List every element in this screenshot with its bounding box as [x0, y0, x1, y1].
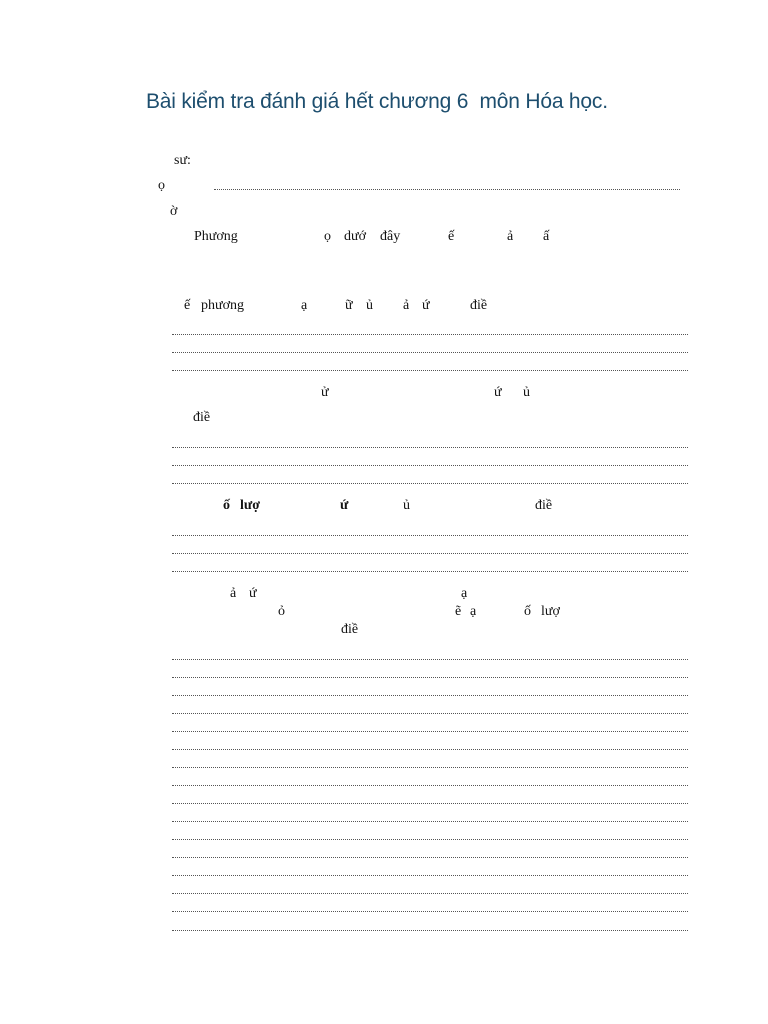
instruction-text: ế: [448, 229, 455, 244]
answer-line: [172, 785, 688, 786]
question-text: ạ: [301, 298, 308, 313]
answer-line: [172, 821, 688, 822]
question-text: ứ: [422, 298, 430, 313]
question-text: ỏ: [278, 604, 285, 619]
question-text: phương: [201, 298, 244, 313]
intro-text: sư:: [174, 153, 191, 168]
answer-line: [172, 483, 688, 484]
question-text: ử: [321, 385, 329, 400]
answer-line: [172, 447, 688, 448]
question-text: ủ: [403, 498, 410, 513]
question-text: lượ: [240, 498, 261, 513]
answer-line: [172, 370, 688, 371]
question-text: điề: [535, 498, 553, 513]
intro-text: ờ: [170, 204, 178, 219]
question-text: ứ: [340, 498, 349, 513]
instruction-text: ọ: [324, 229, 331, 244]
answer-line: [172, 571, 688, 572]
answer-line: [172, 857, 688, 858]
question-text: ả: [403, 298, 410, 313]
answer-line: [172, 803, 688, 804]
answer-line: [172, 659, 688, 660]
question-text: điề: [470, 298, 488, 313]
answer-line: [214, 189, 680, 190]
answer-line: [172, 695, 688, 696]
question-text: ủ: [523, 385, 530, 400]
answer-line: [172, 767, 688, 768]
question-text: ạ: [461, 586, 468, 601]
question-text: ẽ: [455, 604, 462, 619]
intro-text: ọ: [158, 178, 165, 193]
question-text: ả: [230, 586, 237, 601]
question-text: ế: [184, 298, 191, 313]
instruction-text: ấ: [543, 229, 550, 244]
answer-line: [172, 553, 688, 554]
instruction-text: ả: [507, 229, 514, 244]
answer-line: [172, 875, 688, 876]
question-text: ố: [524, 604, 531, 619]
answer-line: [172, 839, 688, 840]
answer-line: [172, 334, 688, 335]
answer-line: [172, 731, 688, 732]
instruction-text: Phương: [194, 229, 238, 244]
question-text: ủ: [366, 298, 373, 313]
instruction-text: đây: [380, 229, 401, 244]
answer-line: [172, 713, 688, 714]
question-text: ữ: [345, 298, 353, 313]
answer-line: [172, 893, 688, 894]
page-title: Bài kiểm tra đánh giá hết chương 6 môn Hóa học.: [146, 90, 608, 113]
question-text: ứ: [494, 385, 502, 400]
answer-line: [172, 535, 688, 536]
answer-line: [172, 930, 688, 931]
answer-line: [172, 749, 688, 750]
question-text: ố: [223, 498, 230, 513]
answer-line: [172, 352, 688, 353]
question-text: điề: [193, 410, 211, 425]
question-text: ạ: [470, 604, 477, 619]
answer-line: [172, 465, 688, 466]
question-text: ứ: [249, 586, 257, 601]
instruction-text: dướ: [344, 229, 366, 244]
answer-line: [172, 911, 688, 912]
answer-line: [172, 677, 688, 678]
question-text: lượ: [541, 604, 560, 619]
question-text: điề: [341, 622, 359, 637]
